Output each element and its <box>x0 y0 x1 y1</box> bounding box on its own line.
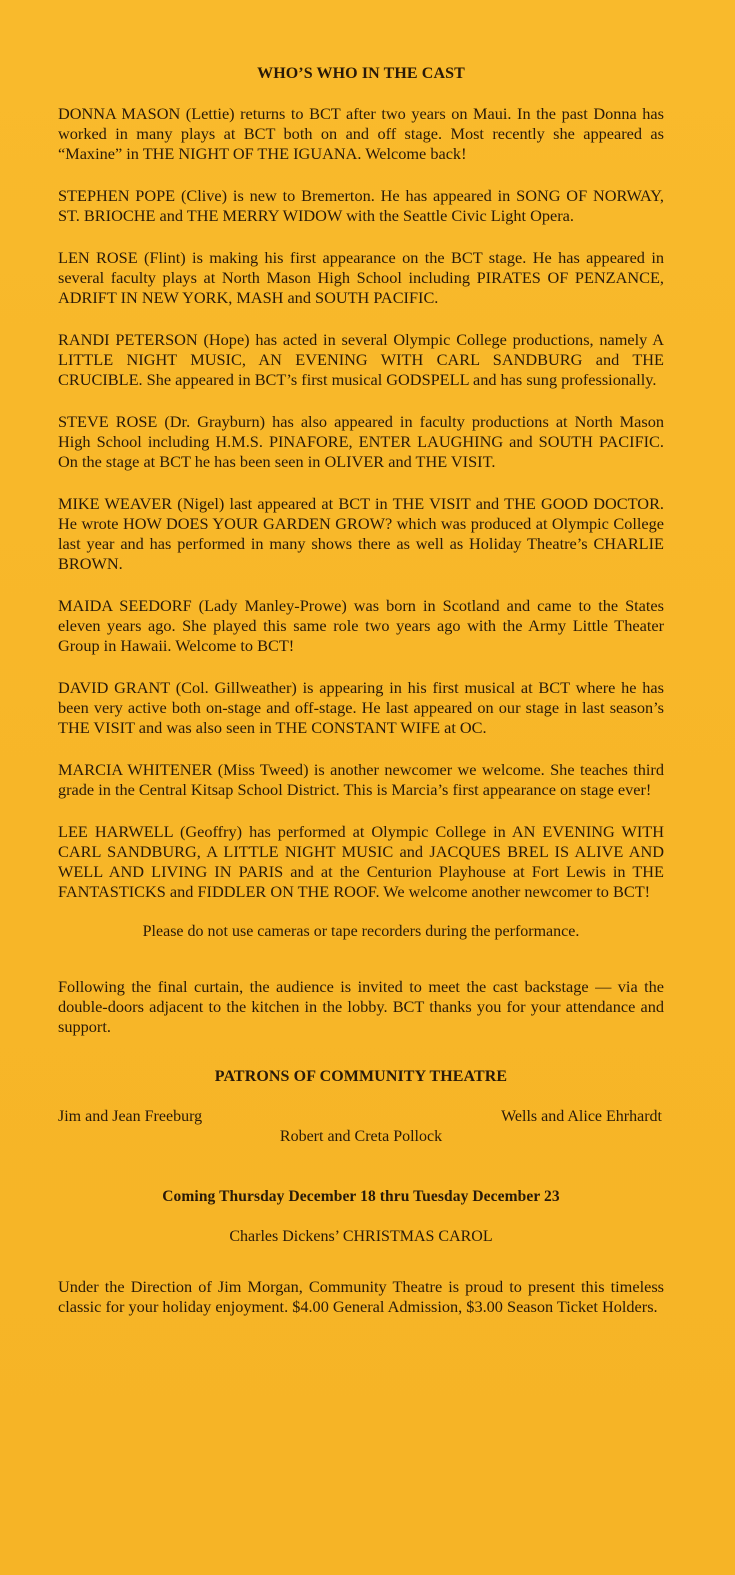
bio-stephen-pope: STEPHEN POPE (Clive) is new to Bremerton. He has appeared in SONG OF NORWAY, ST. BRIOCHE and THE MERRY WIDOW with the Seattle Civic Light Opera. <box>58 186 664 225</box>
patron-ehrhardt: Wells and Alice Ehrhardt <box>501 1108 662 1125</box>
bio-maida-seedorf: MAIDA SEEDORF (Lady Manley-Prowe) was born in Scotland and came to the States eleven years ago. She played this same role two years ago with the Army Little Theater Group in Hawaii. Welcome to BCT! <box>58 596 664 655</box>
after-show-notice: Following the final curtain, the audience is invited to meet the cast backstage — via the double-doors adjacent to the kitchen in the lobby. BCT thanks you for your attendance and support. <box>58 977 664 1036</box>
camera-notice: Please do not use cameras or tape recorders during the performance. <box>142 923 580 940</box>
bio-donna-mason: DONNA MASON (Lettie) returns to BCT after two years on Maui. In the past Donna has worked in many plays at BCT both on and off stage. Most recently she appeared as “Maxine” in THE NIGHT OF THE IGUANA. Welcome back! <box>58 104 664 163</box>
bio-mike-weaver: MIKE WEAVER (Nigel) last appeared at BCT in THE VISIT and THE GOOD DOCTOR. He wrote HOW DOES YOUR GARDEN GROW? which was produced at Olympic College last year and has performed in many shows there as well as Holiday Theatre’s CHARLIE BROWN. <box>58 494 664 573</box>
patron-pollock: Robert and Creta Pollock <box>279 1128 443 1145</box>
patrons-heading: PATRONS OF COMMUNITY THEATRE <box>214 1068 508 1085</box>
page-content <box>58 64 664 1317</box>
bio-steve-rose: STEVE ROSE (Dr. Grayburn) has also appeared in faculty productions at North Mason High School including H.M.S. PINAFORE, ENTER LAUGHING and SOUTH PACIFIC. On the stage at BCT he has been seen in OLIVER and THE VISIT. <box>58 412 664 471</box>
bio-lee-harwell: LEE HARWELL (Geoffry) has performed at Olympic College in AN EVENING WITH CARL SANDBURG, A LITTLE NIGHT MUSIC and JACQUES BREL IS ALIVE AND WELL AND LIVING IN PARIS and at the Centurion Playhouse at Fort Lewis in THE FANTASTICKS and FIDDLER ON THE ROOF. We welcome another newcomer to BCT! <box>58 822 664 901</box>
coming-title: Charles Dickens’ CHRISTMAS CAROL <box>229 1228 493 1245</box>
coming-description: Under the Direction of Jim Morgan, Community Theatre is proud to present this timeless classic for your holiday enjoyment. $4.00 General Admission, $3.00 Season Ticket Holders. <box>58 1277 664 1316</box>
bio-david-grant: DAVID GRANT (Col. Gillweather) is appearing in his first musical at BCT where he has been very active both on-stage and off-stage. He last appeared on our stage in last season’s THE VISIT and was also seen in THE CONSTANT WIFE at OC. <box>58 678 664 737</box>
bio-len-rose: LEN ROSE (Flint) is making his first appearance on the BCT stage. He has appeared in several faculty plays at North Mason High School including PIRATES OF PENZANCE, ADRIFT IN NEW YORK, MASH and SOUTH PACIFIC. <box>58 248 664 307</box>
cast-heading: WHO’S WHO IN THE CAST <box>257 65 465 82</box>
bio-marcia-whitener: MARCIA WHITENER (Miss Tweed) is another newcomer we welcome. She teaches third grade in the Central Kitsap School District. This is Marcia’s first appearance on stage ever! <box>58 760 664 799</box>
bio-randi-peterson: RANDI PETERSON (Hope) has acted in several Olympic College productions, namely A LITTLE NIGHT MUSIC, AN EVENING WITH CARL SANDBURG and THE CRUCIBLE. She appeared in BCT’s first musical GODSPELL and has sung professionally. <box>58 330 664 389</box>
coming-heading: Coming Thursday December 18 thru Tuesday December 23 <box>162 1188 560 1205</box>
patrons-row <box>58 1107 664 1127</box>
patron-freeburg: Jim and Jean Freeburg <box>58 1108 203 1125</box>
